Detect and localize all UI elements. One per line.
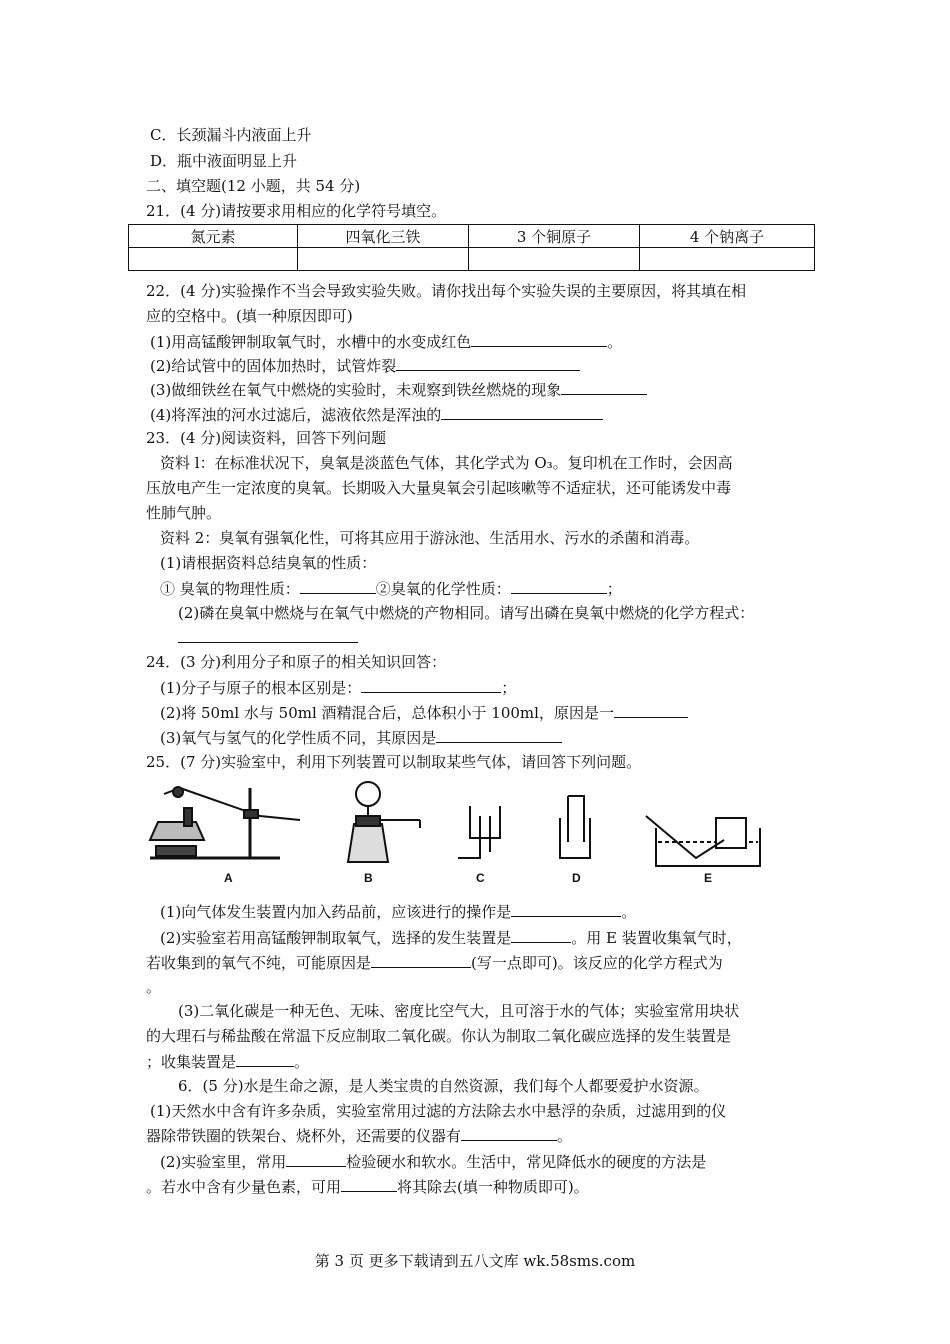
- material-1: 资料 l：在标准状况下，臭氧是淡蓝色气体，其化学式为 O₃。复印机在工作时，会因高: [160, 454, 733, 472]
- q26-item-1-cont: 器除带铁圈的铁架台、烧杯外，还需要的仪器有 。: [146, 1124, 572, 1147]
- q23-item-2: (2)磷在臭氧中燃烧与在氧气中燃烧的产物相同。请写出磷在臭氧中燃烧的化学方程式：: [178, 604, 755, 622]
- material-1-cont: 压放电产生一定浓度的臭氧。长期吸入大量臭氧会引起咳嗽等不适症状，还可能诱发中毒: [146, 479, 732, 497]
- table-header: 4 个钠离子: [640, 225, 815, 248]
- table-cell[interactable]: [298, 248, 469, 271]
- question-21: 21．(4 分)请按要求用相应的化学符号填空。: [146, 202, 447, 220]
- apparatus-c: [458, 806, 500, 858]
- q25-item-2: (2)实验室若用高锰酸钾制取氧气，选择的发生装置是 。用 E 装置收集氧气时，: [160, 926, 742, 949]
- figure-label-b: B: [364, 871, 373, 885]
- q23-item-2-blank: [178, 626, 358, 649]
- question-25: 25．(7 分)实验室中，利用下列装置可以制取某些气体，请回答下列问题。: [146, 753, 642, 771]
- table-header: 3 个铜原子: [469, 225, 640, 248]
- apparatus-b: [348, 782, 420, 862]
- material-2: 资料 2：臭氧有强氧化性，可将其应用于游泳池、生活用水、污水的杀菌和消毒。: [160, 529, 700, 547]
- symbols-table: [128, 224, 815, 271]
- lab-apparatus-figure: [140, 776, 780, 888]
- table-cell[interactable]: [129, 248, 298, 271]
- answer-blank[interactable]: [511, 926, 571, 943]
- q24-item-1: (1)分子与原子的根本区别是： ；: [160, 676, 516, 699]
- apparatus-d: [560, 796, 590, 858]
- answer-blank[interactable]: [511, 900, 621, 917]
- answer-blank[interactable]: [511, 577, 607, 594]
- answer-blank[interactable]: [436, 726, 562, 743]
- answer-blank[interactable]: [441, 403, 603, 420]
- q24-item-3: (3)氧气与氢气的化学性质不同，其原因是: [160, 726, 562, 749]
- answer-blank[interactable]: [371, 951, 471, 968]
- answer-blank[interactable]: [341, 1175, 397, 1192]
- q23-item-1-blanks: ① 臭氧的物理性质： ②臭氧的化学性质： ；: [160, 577, 622, 600]
- q25-item-3-end: ；收集装置是 。: [146, 1050, 309, 1073]
- figure-label-a: A: [224, 871, 233, 885]
- table-header: 四氧化三铁: [298, 225, 469, 248]
- figure-label-c: C: [476, 871, 485, 885]
- table-header: 氮元素: [129, 225, 298, 248]
- table-cell[interactable]: [640, 248, 815, 271]
- q25-item-2-end: 。: [146, 978, 162, 996]
- q22-item-4: (4)将浑浊的河水过滤后，滤液依然是浑浊的: [150, 403, 603, 426]
- q22-item-1: (1)用高锰酸钾制取氧气时，水槽中的水变成红色 。: [150, 330, 622, 353]
- answer-blank[interactable]: [286, 1150, 346, 1167]
- answer-blank[interactable]: [178, 626, 358, 643]
- answer-blank[interactable]: [396, 354, 580, 371]
- q25-item-3-cont: 的大理石与稀盐酸在常温下反应制取二氧化碳。你认为制取二氧化碳应选择的发生装置是: [146, 1027, 732, 1045]
- table-cell[interactable]: [469, 248, 640, 271]
- q22-item-3: (3)做细铁丝在氧气中燃烧的实验时，未观察到铁丝燃烧的现象: [150, 378, 647, 401]
- q25-item-1: (1)向气体发生装置内加入药品前，应该进行的操作是 。: [160, 900, 636, 923]
- option-c: C．长颈漏斗内液面上升: [150, 126, 312, 144]
- question-24: 24．(3 分)利用分子和原子的相关知识回答：: [146, 653, 447, 671]
- answer-blank[interactable]: [471, 330, 607, 347]
- option-d: D．瓶中液面明显上升: [150, 152, 298, 170]
- apparatus-a: [150, 787, 300, 858]
- question-22-cont: 应的空格中。(填一种原因即可): [146, 307, 353, 325]
- question-23: 23．(4 分)阅读资料，回答下列问题: [146, 429, 387, 447]
- q24-item-2: (2)将 50ml 水与 50ml 酒精混合后，总体积小于 100ml，原因是一: [160, 701, 688, 724]
- question-22: 22．(4 分)实验操作不当会导致实验失败。请你找出每个实验失误的主要原因，将其填在相: [146, 282, 747, 300]
- q23-item-1: (1)请根据资料总结臭氧的性质：: [160, 554, 377, 572]
- answer-blank[interactable]: [361, 676, 501, 693]
- q26-item-2-cont: 。若水中含有少量色素，可用 将其除去(填一种物质即可)。: [146, 1175, 589, 1198]
- answer-blank[interactable]: [561, 378, 647, 395]
- page-footer: 第 3 页 更多下载请到五八文库 wk.58sms.com: [314, 1252, 636, 1270]
- q25-item-3: (3)二氧化碳是一种无色、无味、密度比空气大，且可溶于水的气体；实验室常用块状: [178, 1002, 740, 1020]
- q22-item-2: (2)给试管中的固体加热时，试管炸裂: [150, 354, 580, 377]
- question-26: 6．(5 分)水是生命之源，是人类宝贵的自然资源，我们每个人都要爱护水资源。: [178, 1077, 709, 1095]
- answer-blank[interactable]: [461, 1124, 557, 1141]
- apparatus-e: [646, 816, 760, 866]
- answer-blank[interactable]: [236, 1050, 294, 1067]
- q26-item-2: (2)实验室里，常用 检验硬水和软水。生活中，常见降低水的硬度的方法是: [160, 1150, 706, 1173]
- material-1-cont: 性肺气肿。: [146, 504, 222, 522]
- q26-item-1: (1)天然水中含有许多杂质，实验室常用过滤的方法除去水中悬浮的杂质，过滤用到的仪: [150, 1102, 727, 1120]
- answer-blank[interactable]: [614, 701, 688, 718]
- section-heading: 二、填空题(12 小题，共 54 分): [146, 177, 361, 195]
- figure-label-e: E: [704, 871, 713, 885]
- answer-blank[interactable]: [300, 577, 376, 594]
- figure-label-d: D: [572, 871, 581, 885]
- q25-item-2-cont: 若收集到的氧气不纯，可能原因是 (写一点即可)。该反应的化学方程式为: [146, 951, 723, 974]
